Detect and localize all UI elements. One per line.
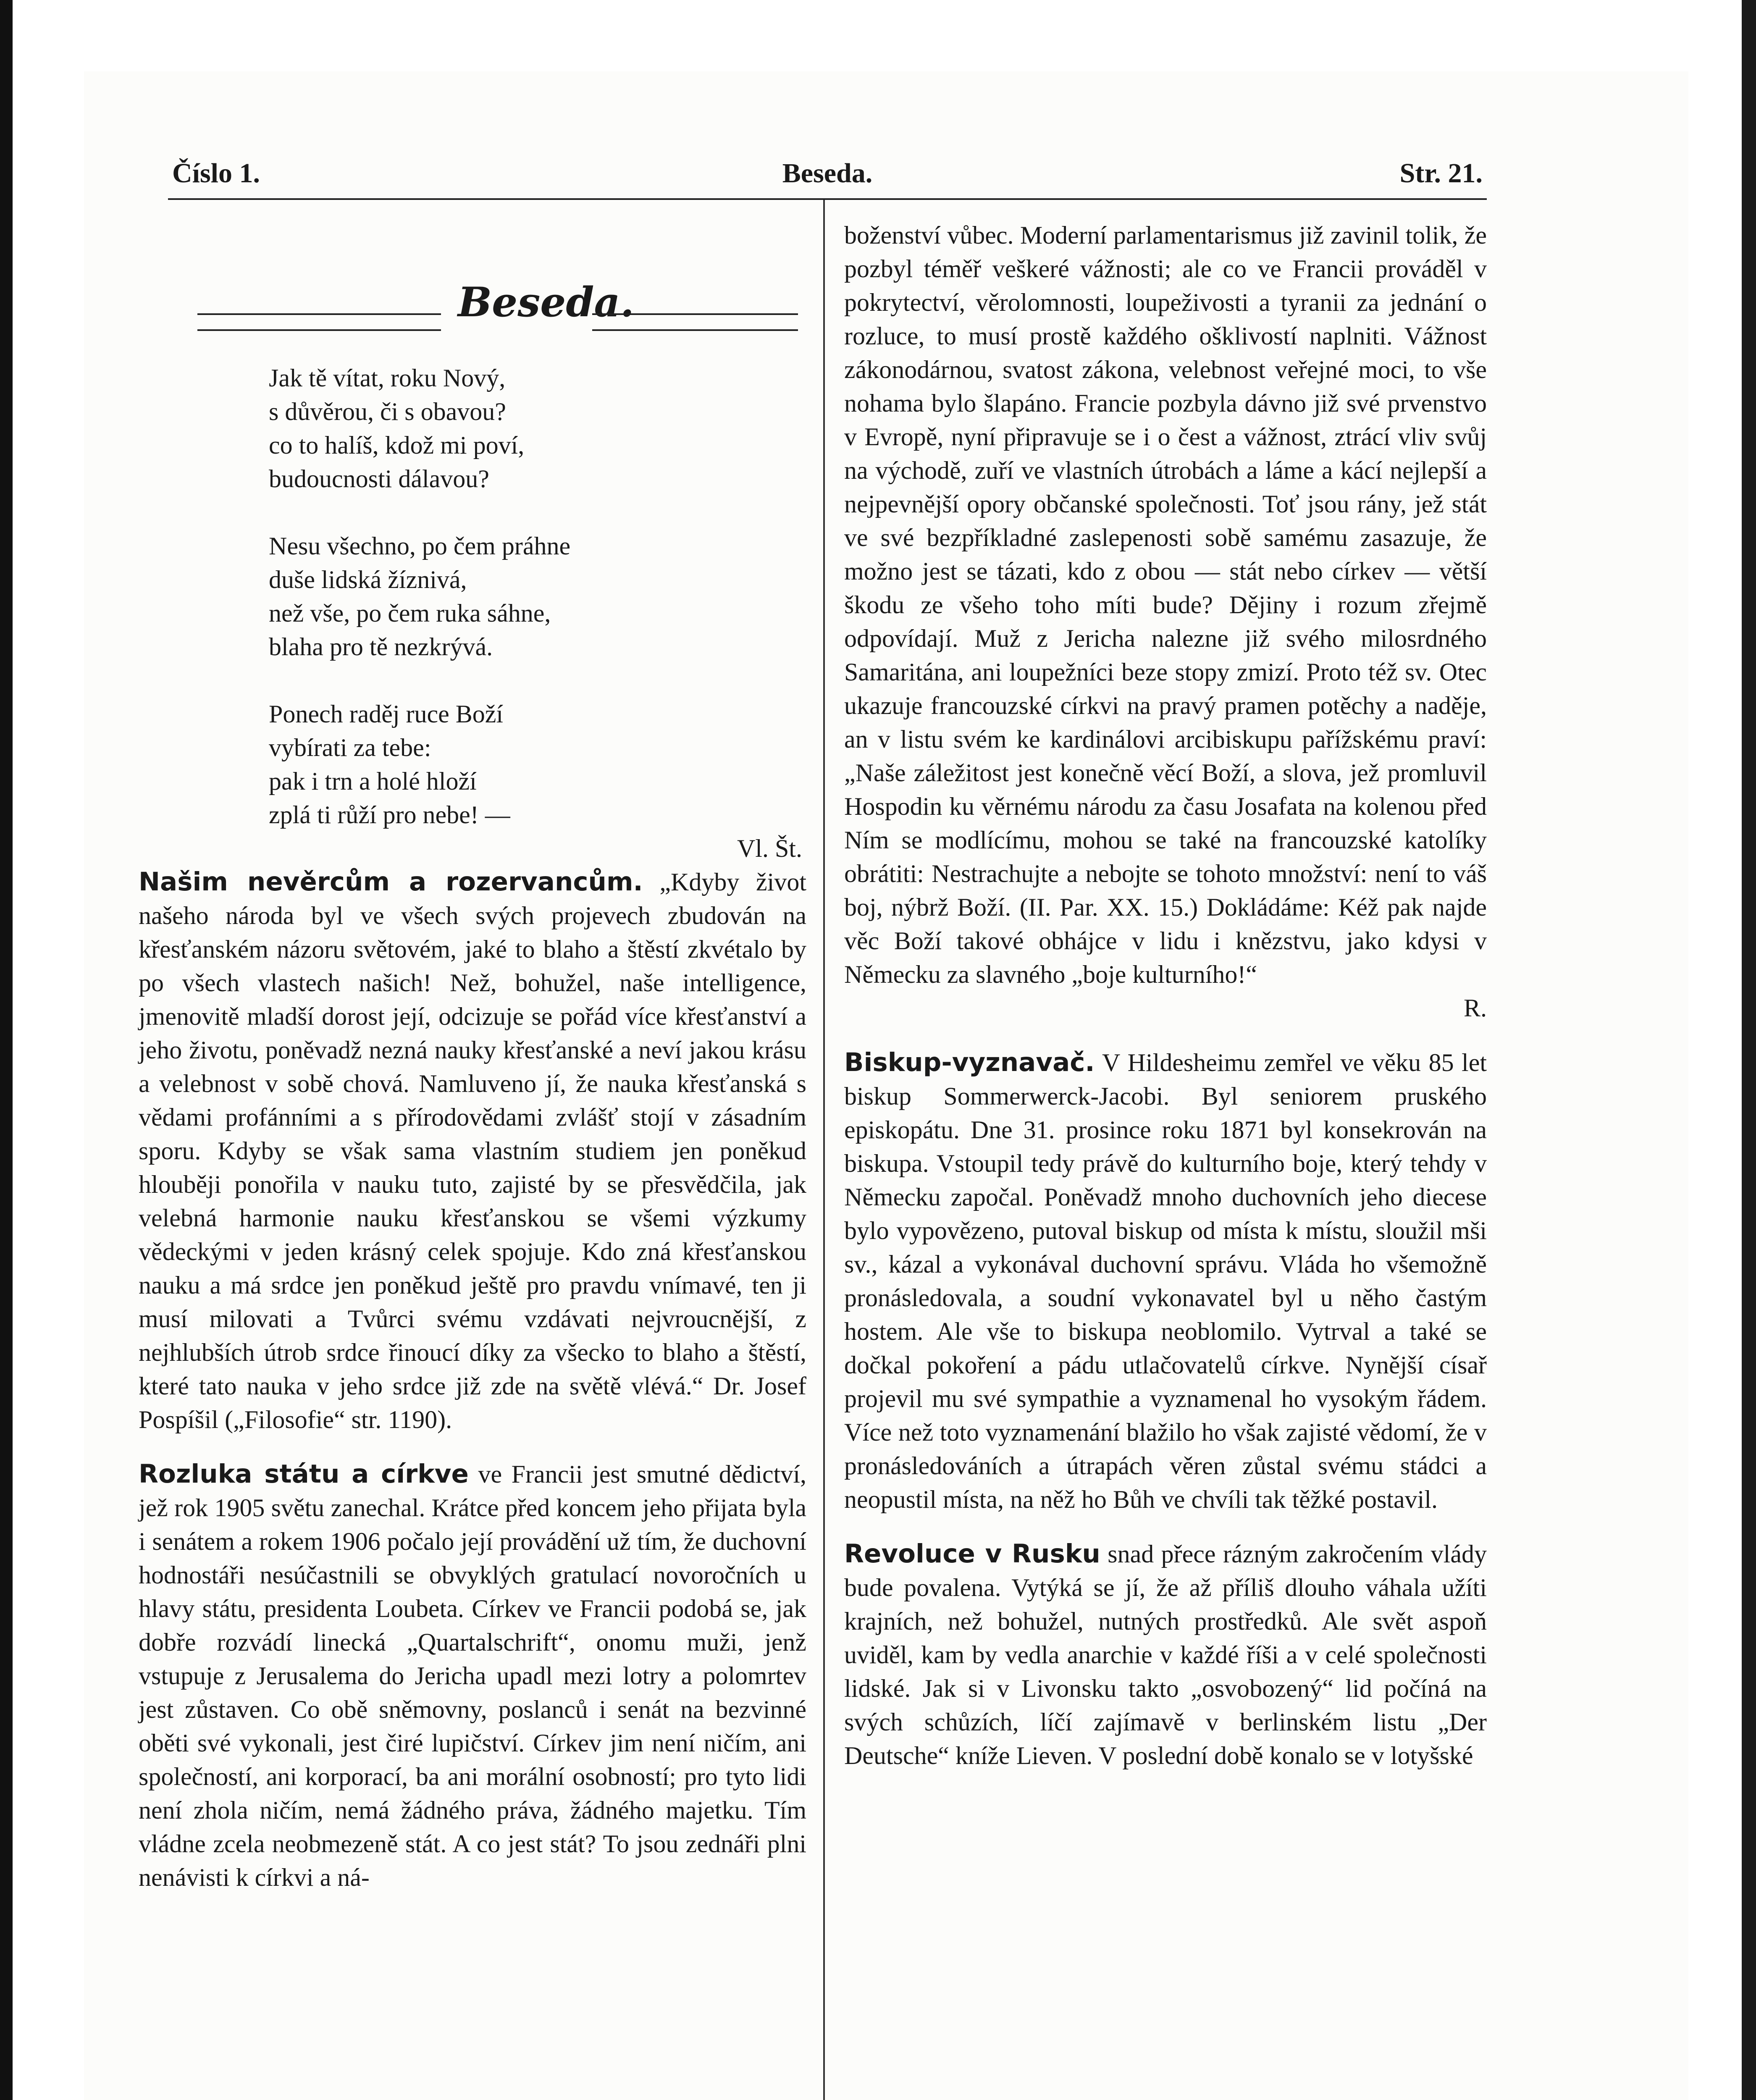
poem-stanza [269, 529, 806, 664]
article-separation [139, 1457, 806, 1894]
poem-line: zplá ti růží pro nebe! — [269, 801, 510, 829]
article-bishop [844, 1046, 1487, 1516]
poem-signature: Vl. Št. [737, 835, 802, 862]
poem [269, 361, 806, 832]
poem-stanza [269, 361, 806, 496]
article-body: V Hildesheimu zemřel ve věku 85 let biskup Sommerwerck-Jacobi. Byl seniorem pruského episkopátu. Dne 31. prosince roku 1871 byl konsekrován na biskupa. Vstoupil tedy právě do kulturního boje, který tehdy v Německu započal. Poněvadž mnoho duchovních jeho diecese bylo vypovězeno, putoval biskup od místa k místu, sloužil mši sv., kázal a vykonával duchovní správu. Vláda ho všemožně pronásledovala, a soudní vykonavatel byl u něho častým hostem. Ale vše to biskupa neoblomilo. Vytrval a také se dočkal pokoření a pádu utlačovatelů církve. Nynější císař projevil mu své sympathie a vyznamenal ho vysokým řádem. Více než toto vyznamenání blažilo ho však zajisté vědomí, že v pronásledováních a útrapách věren zůstal svému stádci a neopustil místa, na něž ho Bůh ve chvíli tak těžké postavil. [844, 1049, 1487, 1513]
section-title: Beseda. [458, 278, 635, 326]
poem-line: s důvěrou, či s obavou? [269, 398, 506, 425]
article-heading: Revoluce v Rusku [844, 1539, 1100, 1569]
article-signature: R. [1463, 994, 1487, 1022]
article-body: ve Francii jest smutné dědictví, jež rok 1905 světu zanechal. Krátce před koncem jeho přijata byla i senátem a rokem 1906 počalo její provádění už tím, že duchovní hodnostáři nesúčastnili se obvyklých gratulací novoročních u hlavy státu, presidenta Loubeta. Církev ve Francii podobá se, jak dobře rozvádí linecká „Quartalschrift“, onomu muži, jenž vstupuje z Jerusalema do Jericha upadl mezi lotry a polomrtev jest zůstaven. Co obě sněmovny, poslanců i senát na bezvinné oběti své vykonali, jest čiré lupičství. Církev jim není ničím, ani společností, ani korporací, ba ani morální osobností; pro tyto lidi není zhola ničím, nemá žádného práva, žádného majetku. Tím vládne zcela neobmezeně stát. A co jest stát? To jsou zednáři plni nenávisti k církvi a ná- [139, 1460, 806, 1891]
poem-line: Jak tě vítat, roku Nový, [269, 364, 506, 392]
poem-line: Ponech raděj ruce Boží [269, 700, 504, 728]
column-divider [823, 200, 825, 2100]
left-column [139, 218, 806, 1894]
header-rule [168, 198, 1487, 200]
scan-left-edge [0, 0, 13, 2100]
article-heading: Rozluka státu a církve [139, 1459, 469, 1489]
article-heading: Našim nevěrcům a rozervancům. [139, 867, 643, 897]
poem-line: než vše, po čem ruka sáhne, [269, 599, 551, 627]
article-body: boženství vůbec. Moderní parlamentarismus již zavinil tolik, že pozbyl téměř veškeré vážnosti; ale co ve Francii prováděl v pokrytectví, věrolomnosti, loupeživosti a tyranii za jednání o rozluce, to musí prostě každého ošklivostí naplniti. Vážnost zákonodárnou, svatost zákona, velebnost veřejné moci, to vše nohama bylo šlapáno. Francie pozbyla dávno již své prvenstvo v Evropě, nyní připravuje se i o čest a vážnost, ztrácí vliv svůj na východě, zuří ve vlastních útrobách a láme a kácí nejlepší a nejpevnější opory občanské společnosti. Toť jsou rány, jež stát ve své bezpříkladné zaslepenosti sobě samému zasazuje, že možno jest se tázati, kdo z obou — stát nebo církev — větší škodu ze všeho toho míti bude? Dějiny i rozum zřejmě odpovídají. Muž z Jericha nalezne již svého milosrdného Samaritána, ani loupežníci beze stopy zmizí. Proto též sv. Otec ukazuje francouzské církvi na pravý pramen potěchy a naděje, an v listu svém ke kardinálovi arcibiskupu pařížskému praví: „Naše záležitost jest konečně věcí Boží, a slova, jež promluvil Hospodin ku věrnému národu za času Josafata na kolenou před Ním se modlícímu, mohou se také na francouzské katolíky obrátiti: Nestrachujte a nebojte se tohoto množství: není to váš boj, nýbrž Boží. (II. Par. XX. 15.) Dokládáme: Kéž pak najde věc Boží takové obhájce v lidu i knězstvu, jako kdysi v Německu za slavného „boje kulturního!“ [844, 221, 1487, 988]
title-block [139, 278, 806, 361]
poem-line: vybírati za tebe: [269, 734, 431, 761]
article-revolution [844, 1537, 1487, 1772]
article-heading: Biskup-vyznavač. [844, 1047, 1095, 1077]
poem-line: budoucnosti dálavou? [269, 465, 489, 493]
spacer [139, 1436, 806, 1457]
poem-line: co to halíš, kdož mi poví, [269, 431, 525, 459]
poem-line: blaha pro tě nezkrývá. [269, 633, 493, 661]
article-unbelievers [139, 865, 806, 1436]
article-body: snad přece rázným zakročením vlády bude povalena. Vytýká se jí, že až příliš dlouho váhala užíti krajních, než bohužel, nutných prostředků. Ale svět aspoň uviděl, kam by vedla anarchie v každé říši a v celé společnosti lidské. Jak si v Livonsku takto „osvobozený“ lid počíná na svých schůzích, líčí zajímavě v berlinském listu „Der Deutsche“ kníže Lieven. V poslední době konalo se v lotyšské [844, 1540, 1487, 1769]
spacer [844, 1025, 1487, 1046]
article-body: „Kdyby život našeho národa byl ve všech svých projevech zbudován na křesťanském názoru světovém, jaké to blaho a štěstí zkvétalo by po všech vlastech našich! Než, bohužel, naše intelligence, jmenovitě mladší dorost její, odcizuje se pořád více křesťanství a jeho životu, poněvadž nezná nauky křesťanské a neví jakou krásu a velebnost v sobě chová. Namluveno jí, že nauka křesťanská s vědami profánními a s přírodovědami zvlášť stojí v zásadním sporu. Kdyby se však sama vlastním studiem jen poněkud hlouběji ponořila v nauku tuto, zajisté by se přesvědčila, jak velebná harmonie nauku křesťanskou se všemi výzkumy vědeckými v jeden krásný celek spojuje. Kdo zná křesťanskou nauku a má srdce jen poněkud ještě pro pravdu vnímavé, ten ji musí milovati a Tvůrci svému vzdávati nejvroucnější, z nejhlubších útrob srdce řinoucí díky za všecko to blaho a štěstí, které tato nauka v jeho srdce již zde na světě vlévá.“ Dr. Josef Pospíšil („Filosofie“ str. 1190). [139, 868, 807, 1433]
issue-number: Číslo 1. [172, 158, 260, 189]
right-column [844, 218, 1487, 1772]
scan-right-edge [1742, 0, 1756, 2100]
journal-name: Beseda. [782, 158, 873, 189]
poem-line: duše lidská žíznivá, [269, 566, 467, 593]
poem-stanza [269, 697, 806, 832]
poem-line: Nesu všechno, po čem práhne [269, 532, 571, 560]
article-separation-continued [844, 218, 1487, 991]
poem-line: pak i trn a holé hloží [269, 767, 477, 795]
title-rule-left [197, 313, 441, 331]
page-number: Str. 21. [1399, 158, 1483, 189]
spacer [844, 1516, 1487, 1537]
running-head [172, 158, 1483, 204]
title-rule-right [592, 313, 798, 331]
